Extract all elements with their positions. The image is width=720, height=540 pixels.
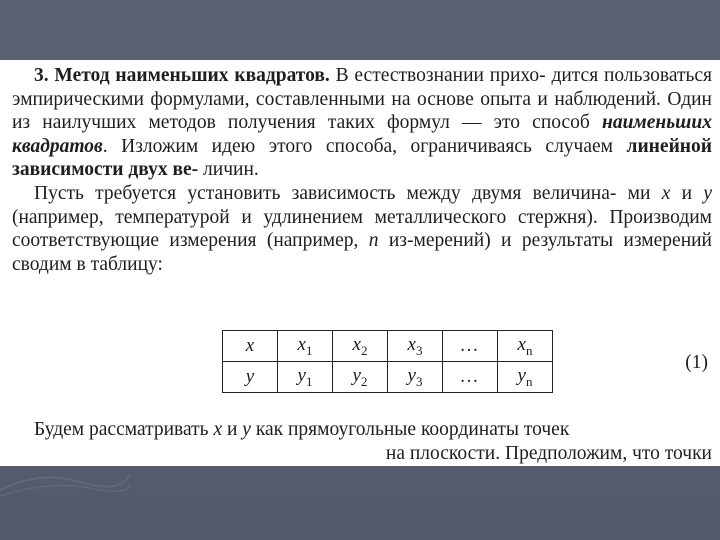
after-line-1 [12,418,712,442]
p2-line-3-post: из- [388,230,414,252]
text-block [12,64,712,276]
after-line-1-pre: Будем рассматривать [34,419,209,440]
section-heading: 3. Метод наименьших квадратов. [34,65,330,86]
intro-line-2: дится пользоваться эмпирическими формулами, составленными на [12,65,713,110]
measurement-table [222,330,553,393]
emphasis-term: наименьших квадратов [12,112,713,157]
p2-line-3-pre: стержня). Производим соответствующие измерения (например, [12,206,713,252]
conj-and-2: и [226,419,238,440]
paragraph-2 [12,182,712,276]
table-row [223,331,553,362]
slide-decoration [0,460,130,500]
table-row [223,362,553,393]
paragraph-after-table [12,418,712,465]
table-cell: $y_1$ [278,362,333,393]
intro-bold-phrase: линейной зависимости двух ве- [12,135,713,181]
p2-line-4: мерений) и результаты измерений сводим в таблицу: [12,230,712,275]
var-n: n [368,230,379,252]
var-y-2: y [242,419,251,440]
intro-line-4: таких формул — это способ [327,112,590,134]
intro-line-3: основе опыта и наблюдений. Один из наилучших методов получения [12,88,712,134]
intro-after-emphasis: . Изложим идею [102,135,256,157]
table-cell: … [443,362,498,393]
table-cell: $x_1$ [278,331,333,362]
var-x-2: x [213,419,223,440]
var-y: y [703,182,713,204]
intro-line-5: этого способа, ограничиваясь случаем [268,135,627,157]
p2-line-1: Пусть требуется установить зависимость между двумя величина- [34,182,617,204]
p2-line-2-post: (например, температурой и удлинением металлического [12,206,507,228]
paragraph-intro [12,64,712,182]
table-cell: $y_2$ [333,362,388,393]
conj-and: и [681,182,693,204]
equation-number: (1) [685,352,708,373]
document-page [0,60,720,466]
table-cell: $y_3$ [388,362,443,393]
table-cell: $y_n$ [498,362,553,393]
intro-line-1: В естествознании прихо- [335,65,546,86]
after-line-2: на плоскости. Предположим, что точки [385,442,712,464]
table-row-header: x [223,331,278,362]
table-cell: $x_3$ [388,331,443,362]
after-line-1-post: как прямоугольные координаты точек [255,419,570,440]
table-cell: $x_n$ [498,331,553,362]
intro-line-6: личин. [203,159,259,181]
p2-line-2-pre: ми [627,182,651,204]
table-row-header: y [223,362,278,393]
var-x: x [661,182,671,204]
measurement-table-wrap [222,330,553,393]
table-cell: … [443,331,498,362]
table-cell: $x_2$ [333,331,388,362]
